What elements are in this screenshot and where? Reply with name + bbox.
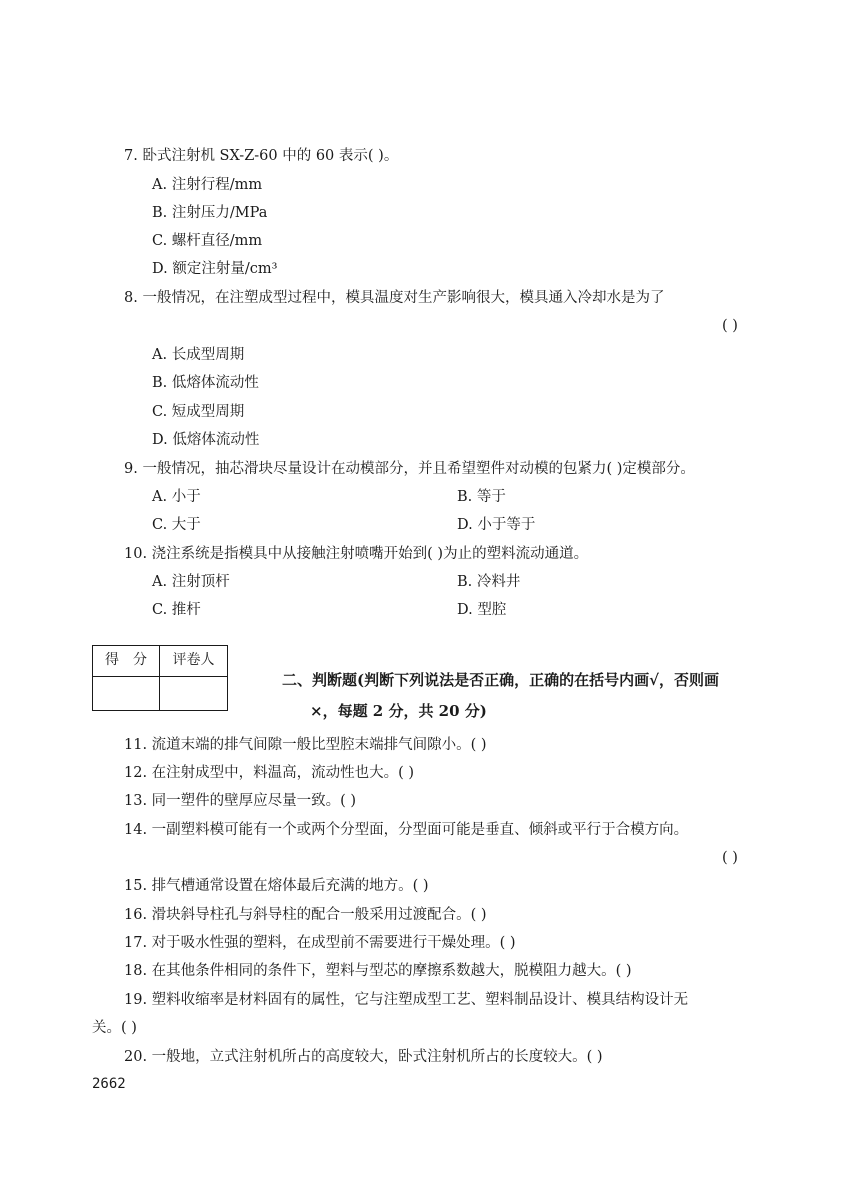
- question-10-option-c: C. 推杆: [152, 602, 201, 618]
- question-7-option-c: C. 螺杆直径/mm: [152, 233, 263, 249]
- question-7-option-a: A. 注射行程/mm: [152, 177, 263, 193]
- question-9-option-c: C. 大于: [152, 517, 201, 533]
- question-8-option-c: C. 短成型周期: [152, 404, 245, 420]
- question-19-continuation: 关。( ): [92, 1020, 137, 1036]
- score-box: [92, 645, 228, 711]
- question-9-option-d: D. 小于等于: [457, 517, 536, 533]
- question-19: 19. 塑料收缩率是材料固有的属性，它与注塑成型工艺、塑料制品设计、模具结构设计无: [124, 992, 689, 1008]
- question-10-option-b: B. 冷料井: [457, 574, 521, 590]
- question-8-option-a: A. 长成型周期: [152, 347, 245, 363]
- section-2-title: 二、判断题(判断下列说法是否正确，正确的在括号内画√，否则画: [282, 671, 719, 689]
- grader-label: 评卷人: [172, 652, 215, 668]
- question-16: 16. 滑块斜导柱孔与斜导柱的配合一般采用过渡配合。( ): [124, 907, 487, 923]
- question-8-stem: 8. 一般情况，在注塑成型过程中，模具温度对生产影响很大，模具通入冷却水是为了: [124, 290, 665, 306]
- question-10-option-a: A. 注射顶杆: [152, 574, 230, 590]
- question-18: 18. 在其他条件相同的条件下，塑料与型芯的摩擦系数越大，脱模阻力越大。( ): [124, 963, 632, 979]
- question-20: 20. 一般地，立式注射机所占的高度较大，卧式注射机所占的长度较大。( ): [124, 1049, 603, 1065]
- question-13: 13. 同一塑件的壁厚应尽量一致。( ): [124, 793, 357, 809]
- question-14-answer-bracket: ( ): [722, 850, 738, 866]
- question-9-option-a: A. 小于: [152, 489, 201, 505]
- question-7-stem: 7. 卧式注射机 SX-Z-60 中的 60 表示( )。: [124, 148, 399, 164]
- question-8-option-d: D. 低熔体流动性: [152, 432, 260, 448]
- question-17: 17. 对于吸水性强的塑料，在成型前不需要进行干燥处理。( ): [124, 935, 516, 951]
- question-12: 12. 在注射成型中，料温高，流动性也大。( ): [124, 765, 415, 781]
- page-number: 2662: [92, 1076, 126, 1092]
- question-15: 15. 排气槽通常设置在熔体最后充满的地方。( ): [124, 878, 429, 894]
- question-10-option-d: D. 型腔: [457, 602, 507, 618]
- question-14: 14. 一副塑料模可能有一个或两个分型面，分型面可能是垂直、倾斜或平行于合模方向。: [124, 822, 689, 838]
- section-2-title-continuation: ×，每题 2 分，共 20 分): [310, 702, 487, 720]
- question-9-option-b: B. 等于: [457, 489, 506, 505]
- question-7-option-d: D. 额定注射量/cm³: [152, 261, 278, 277]
- grader-entry-cell[interactable]: [160, 677, 227, 710]
- question-8-answer-bracket: ( ): [722, 318, 738, 334]
- question-9-stem: 9. 一般情况，抽芯滑块尽量设计在动模部分，并且希望塑件对动模的包紧力( )定模部分。: [124, 461, 695, 477]
- score-label: 得 分: [105, 652, 147, 668]
- question-10-stem: 10. 浇注系统是指模具中从接触注射喷嘴开始到( )为止的塑料流动通道。: [124, 546, 589, 562]
- question-8-option-b: B. 低熔体流动性: [152, 375, 259, 391]
- score-entry-cell[interactable]: [93, 677, 159, 710]
- question-7-option-b: B. 注射压力/MPa: [152, 205, 268, 221]
- question-11: 11. 流道末端的排气间隙一般比型腔末端排气间隙小。( ): [124, 737, 487, 753]
